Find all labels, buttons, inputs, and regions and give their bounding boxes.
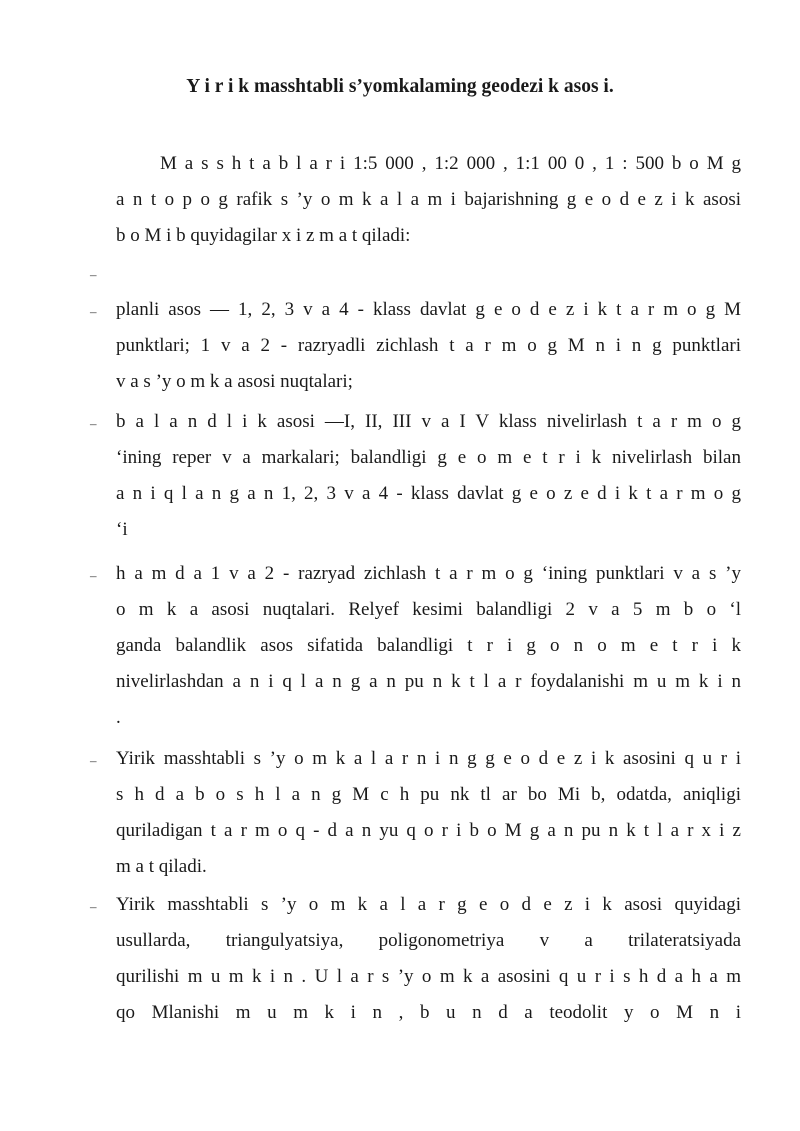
bullet-marker: – — [90, 304, 97, 319]
text-line: punktlari; 1 v a 2 - razryadli zichlash t a r m o g M n i n g punktlari — [116, 335, 741, 356]
bullet-marker: – — [90, 568, 97, 583]
text-line: ganda balandlik asos sifatida balandligi t r i g o n o m e t r i k — [116, 635, 741, 656]
text-line: planli asos — 1, 2, 3 v a 4 - klass davlat g e o d e z i k t a r m o g M — [116, 299, 741, 320]
text-line: M a s s h t a b l a r i 1:5 000 , 1:2 000 , 1:1 00 0 , 1 : 500 b o M g — [160, 153, 741, 174]
bullet-marker: – — [90, 899, 97, 914]
bullet-marker: – — [90, 267, 97, 282]
text-line: s h d a b o s h l a n g M c h pu nk tl ar bo Mi b, odatda, aniqligi — [116, 784, 741, 805]
text-line: . — [116, 707, 121, 728]
text-line: b a l a n d l i k asosi —I, II, III v a I V klass nivelirlash t a r m o g — [116, 411, 741, 432]
text-line: a n t o p o g rafik s ’y o m k a l a m i bajarishning g e o d e z i k asosi — [116, 189, 741, 210]
text-line: quriladigan t a r m o q - d a n yu q o r i b o M g a n pu n k t l a r x i z — [116, 820, 741, 841]
text-line: h a m d a 1 v a 2 - razryad zichlash t a r m o g ‘ining punktlari v a s ’y — [116, 563, 741, 584]
text-line: b o M i b quyidagilar x i z m a t qiladi: — [116, 225, 411, 246]
text-line: ‘i — [116, 519, 128, 540]
text-line: qo Mlanishi m u m k i n , b u n d a teodolit y o M n i — [116, 1002, 741, 1023]
bullet-marker: – — [90, 753, 97, 768]
text-line: Yirik masshtabli s ’y o m k a l a r n i n g g e o d e z i k asosini q u r i — [116, 748, 741, 769]
text-line: a n i q l a n g a n 1, 2, 3 v a 4 - klass davlat g e o z e d i k t a r m o g — [116, 483, 741, 504]
text-line: qurilishi m u m k i n . U l a r s ’y o m k a asosini q u r i s h d a h a m — [116, 966, 741, 987]
text-line: m a t qiladi. — [116, 856, 207, 877]
text-line: v a s ’y o m k a asosi nuqtalari; — [116, 371, 353, 392]
text-line: ‘ining reper v a markalari; balandligi g e o m e t r i k nivelirlash bilan — [116, 447, 741, 468]
text-line: Yirik masshtabli s ’y o m k a l a r g e o d e z i k asosi quyidagi — [116, 894, 741, 915]
page-title: Y i r i k masshtabli s’yomkalaming geodezi k asos i. — [186, 76, 614, 97]
bullet-marker: – — [90, 416, 97, 431]
text-line: o m k a asosi nuqtalari. Relyef kesimi balandligi 2 v a 5 m b o ‘l — [116, 599, 741, 620]
text-line: usullarda, triangulyatsiya, poligonometriya v a trilateratsiyada — [116, 930, 741, 951]
text-line: nivelirlashdan a n i q l a n g a n pu n k t l a r foydalanishi m u m k i n — [116, 671, 741, 692]
